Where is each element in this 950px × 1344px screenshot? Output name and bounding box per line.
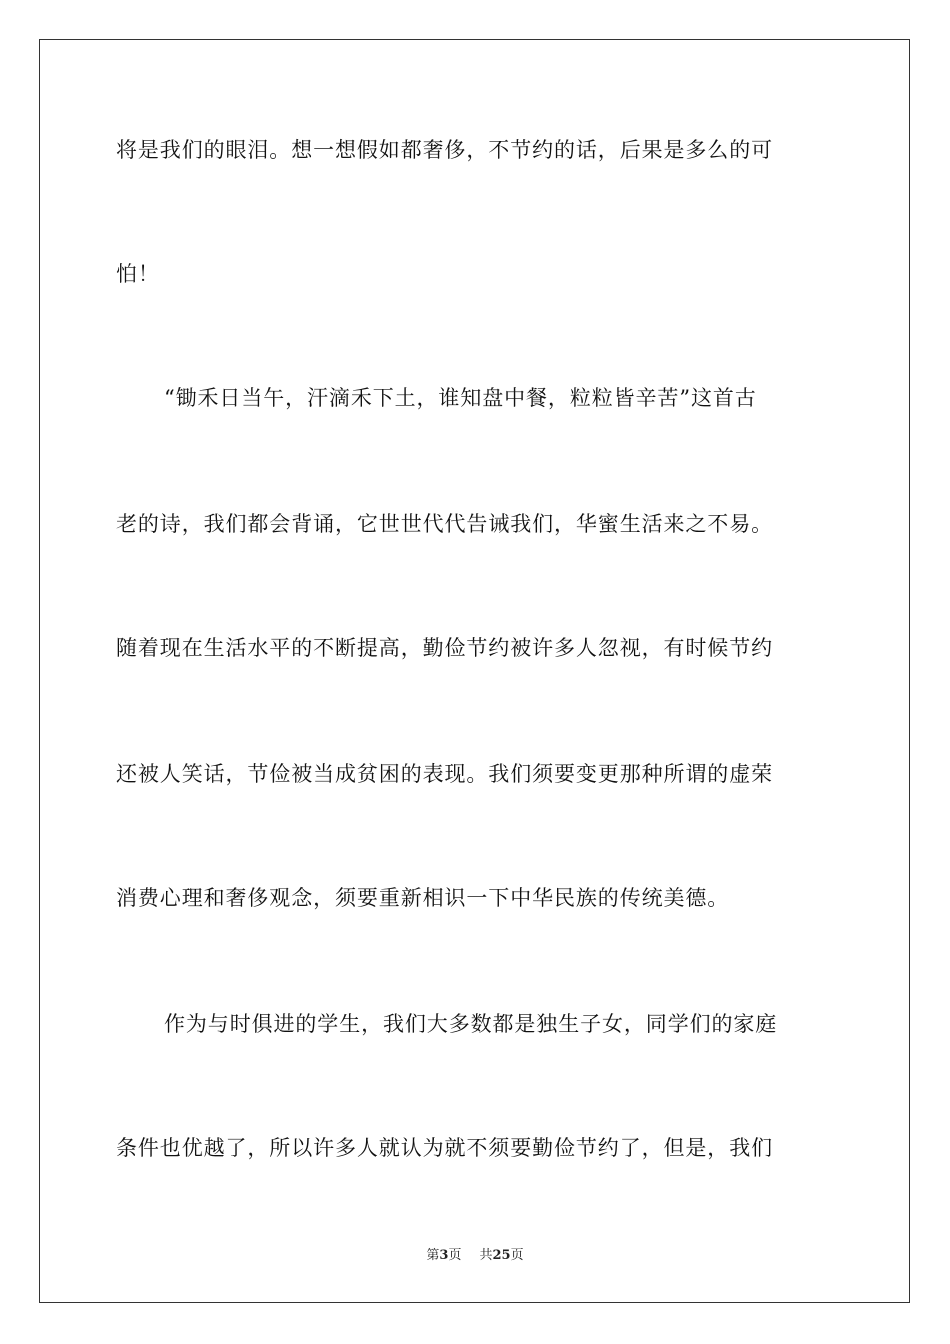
page-number: 3	[439, 1248, 449, 1263]
paragraph-first-line: 作为与时俱进的学生，我们大多数都是独生子女，同学们的家庭	[164, 1012, 778, 1036]
page-suffix: 页	[448, 1248, 462, 1263]
body-text-line: 条件也优越了，所以许多人就认为就不须要勤俭节约了，但是，我们	[116, 1136, 773, 1160]
paragraph-first-line: “锄禾日当午，汗滴禾下土，谁知盘中餐，粒粒皆辛苦”这首古	[164, 386, 757, 410]
page-prefix: 第	[426, 1248, 440, 1263]
body-text-line: 随着现在生活水平的不断提高，勤俭节约被许多人忽视，有时候节约	[116, 636, 773, 660]
body-text-line: 怕！	[116, 262, 160, 286]
body-text-line: 老的诗，我们都会背诵，它世世代代告诫我们，华蜜生活来之不易。	[116, 512, 773, 536]
total-prefix: 共	[479, 1248, 493, 1263]
total-suffix: 页	[510, 1248, 524, 1263]
body-text-line: 将是我们的眼泪。想一想假如都奢侈，不节约的话，后果是多么的可	[116, 138, 773, 162]
total-pages: 25	[492, 1248, 511, 1263]
page-border	[39, 39, 910, 1303]
page-footer	[0, 1247, 950, 1265]
body-text-line: 还被人笑话，节俭被当成贫困的表现。我们须要变更那种所谓的虚荣	[116, 762, 773, 786]
body-text-line: 消费心理和奢侈观念，须要重新相识一下中华民族的传统美德。	[116, 886, 730, 910]
